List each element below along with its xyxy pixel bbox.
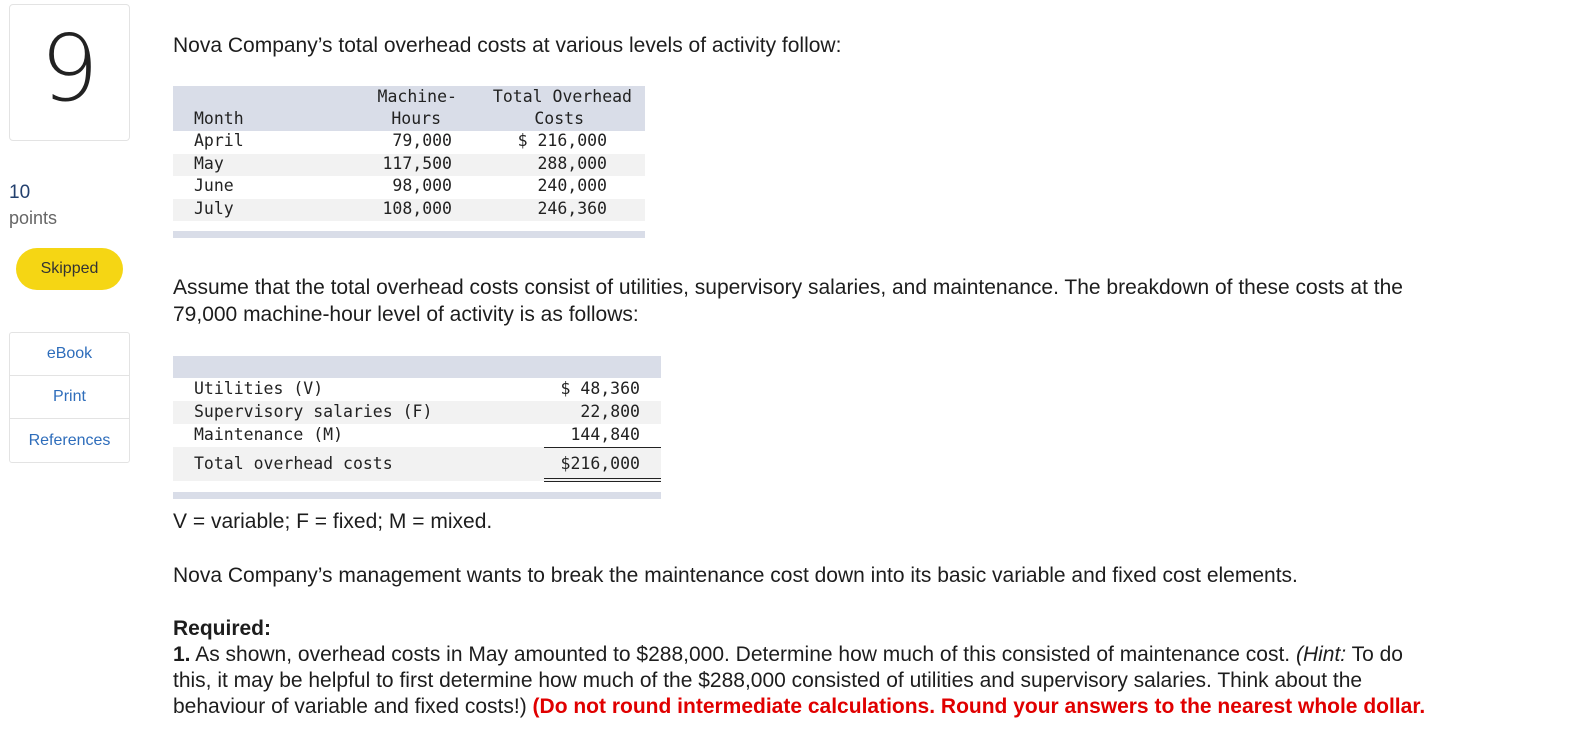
rounding-instruction: (Do not round intermediate calculations. Round your answers to the nearest whole dollar. <box>526 695 1426 718</box>
legend-text: V = variable; F = fixed; M = mixed. <box>173 510 493 533</box>
header-costs: Costs <box>534 109 584 128</box>
table-row <box>173 424 661 447</box>
question-number-box <box>9 4 130 141</box>
header-total-overhead: Total Overhead <box>492 87 632 106</box>
activity-table <box>173 86 645 221</box>
points-value: 10 <box>9 182 31 203</box>
table-row <box>173 401 661 424</box>
header-hours: Hours <box>391 109 441 128</box>
cell-hours: 108,000 <box>382 198 452 218</box>
total-double-rule-bottom <box>544 481 661 482</box>
table-footer-bar <box>173 492 661 499</box>
assume-text-line1: Assume that the total overhead costs consist of utilities, supervisory salaries, and maintenance. The breakdown of these costs at the <box>173 276 1403 299</box>
cell-value: 22,800 <box>580 402 640 421</box>
table-row <box>173 154 645 177</box>
hint-label: (Hint: <box>1295 643 1347 666</box>
cell-value: $ 48,360 <box>560 379 640 398</box>
cell-costs: 246,360 <box>537 198 607 218</box>
requirement-number: 1. <box>173 643 191 666</box>
requirement-text-cont: behaviour of variable and fixed costs!) <box>173 695 527 718</box>
cell-label: Utilities (V) <box>194 379 324 398</box>
tools-panel <box>9 332 130 463</box>
cell-costs: 240,000 <box>537 176 607 195</box>
subtotal-rule <box>544 447 661 448</box>
cell-costs: $ 216,000 <box>517 131 607 150</box>
total-label: Total overhead costs <box>194 454 393 473</box>
cell-month: May <box>194 153 224 173</box>
table-row <box>173 131 645 154</box>
required-heading: Required: <box>173 617 272 640</box>
status-badge: Skipped <box>16 248 123 290</box>
cell-hours: 117,500 <box>382 153 452 173</box>
intro-text: Nova Company’s total overhead costs at various levels of activity follow: <box>173 34 842 57</box>
cell-hours: 98,000 <box>392 176 452 195</box>
header-machine: Machine- <box>377 87 457 106</box>
table-row <box>173 378 661 401</box>
total-value: $216,000 <box>560 454 640 473</box>
management-text: Nova Company’s management wants to break the maintenance cost down into its basic variable and fixed cost elements. <box>173 564 1298 587</box>
cell-month: April <box>194 131 244 150</box>
total-double-rule-top <box>544 478 661 479</box>
references-link[interactable]: References <box>28 431 111 449</box>
cell-label: Supervisory salaries (F) <box>194 402 433 421</box>
ebook-link[interactable]: eBook <box>10 333 129 376</box>
cell-month: July <box>194 198 234 218</box>
cell-costs: 288,000 <box>537 153 607 173</box>
requirement-1-line2: this, it may be helpful to first determine how much of the $288,000 consisted of utilities and supervisory salaries. Think about the <box>173 669 1363 692</box>
print-link[interactable]: Print <box>10 376 129 419</box>
table-header <box>173 86 645 131</box>
cell-hours: 79,000 <box>392 131 452 150</box>
cell-label: Maintenance (M) <box>194 425 344 444</box>
header-month: Month <box>194 109 244 128</box>
table-row <box>173 199 645 222</box>
hint-text: To do <box>1346 643 1403 666</box>
cell-month: June <box>194 176 234 195</box>
table-header <box>173 356 661 378</box>
breakdown-table <box>173 378 661 481</box>
points-label: points <box>9 208 58 228</box>
assume-text-line2: 79,000 machine-hour level of activity is as follows: <box>173 303 639 326</box>
requirement-text: As shown, overhead costs in May amounted to $288,000. Determine how much of this consisted of maintenance cost. <box>190 643 1296 666</box>
requirement-1-line1 <box>173 641 1403 668</box>
cell-value: 144,840 <box>570 425 640 444</box>
table-footer-bar <box>173 231 645 238</box>
requirement-1-line3 <box>173 693 1425 720</box>
total-row <box>173 447 661 481</box>
question-number: 9 <box>40 14 99 122</box>
table-row <box>173 176 645 199</box>
